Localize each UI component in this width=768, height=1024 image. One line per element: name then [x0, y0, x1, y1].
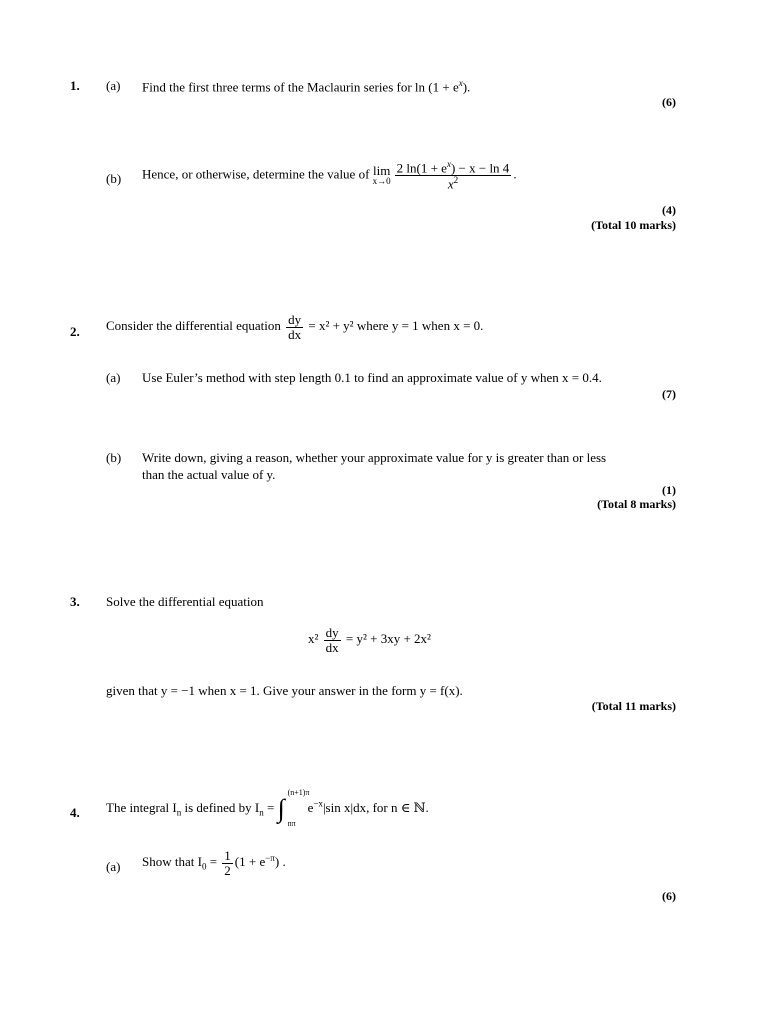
- q1a-marks: (6): [662, 95, 676, 109]
- q2b-text-line1: Write down, giving a reason, whether your approximate value for y is greater than or less: [142, 450, 607, 465]
- q4-intro: The integral $I_n$ is defined by $I_n$ = ∫ (n+1)π nπ $e^{-x}|\sin$ x|dx, for n ∈ ℕ.: [106, 788, 429, 828]
- q1-total: (Total 10 marks): [591, 218, 676, 232]
- q2b-marks: (1): [662, 483, 676, 497]
- question-4-number: 4.: [70, 805, 80, 820]
- q2-intro: Consider the differential equation $\frac{dy}{dx}$ = x² + y² where y = 1 when x = 0.: [106, 312, 484, 342]
- q2a-marks: (7): [662, 387, 676, 401]
- q2a-label: (a): [106, 370, 121, 385]
- q1b-label: (b): [106, 171, 122, 186]
- q3-given: given that y = −1 when x = 1. Give your answer in the form y = f(x).: [106, 683, 463, 698]
- limit-fraction: $\frac{2 \ln(1 + e^x) - x - \ln 4}{x^2}$: [396, 159, 510, 192]
- q3-intro: Solve the differential equation: [106, 594, 264, 609]
- q1a-text: Find the first three terms of the Maclaurin series for $\ln (1 + e^x)$.: [142, 78, 471, 95]
- q3-total: (Total 11 marks): [591, 699, 676, 713]
- q2-total: (Total 8 marks): [597, 497, 676, 511]
- integral-sign: ∫ (n+1)π nπ: [277, 788, 310, 828]
- q1b-marks: (4): [662, 203, 676, 217]
- q4a-label: (a): [106, 859, 121, 874]
- limit-operator: lim x→0: [372, 163, 391, 187]
- question-2-number: 2.: [70, 324, 80, 339]
- q4a-text: Show that $I_0$ = $\frac{1}{2}$ $(1 + e^{-\pi})$ .: [142, 848, 286, 878]
- q2a-text: Use Euler’s method with step length 0.1 to find an approximate value of y when x = 0.4.: [142, 370, 602, 385]
- question-3-number: 3.: [70, 594, 80, 609]
- q4a-marks: (6): [662, 889, 676, 903]
- q2b-text-line2: than the actual value of y.: [142, 467, 276, 482]
- q1b-text: Hence, or otherwise, determine the value of lim x→0 $\frac{2 \ln(1 + e^x) - x - \ln 4}{x^2}$ .: [142, 159, 517, 192]
- q2b-label: (b): [106, 450, 122, 465]
- q1a-label: (a): [106, 78, 121, 93]
- q3-equation: x² $\frac{dy}{dx}$ = y² + 3xy + 2x²: [308, 625, 431, 655]
- question-1-number: 1.: [70, 78, 80, 93]
